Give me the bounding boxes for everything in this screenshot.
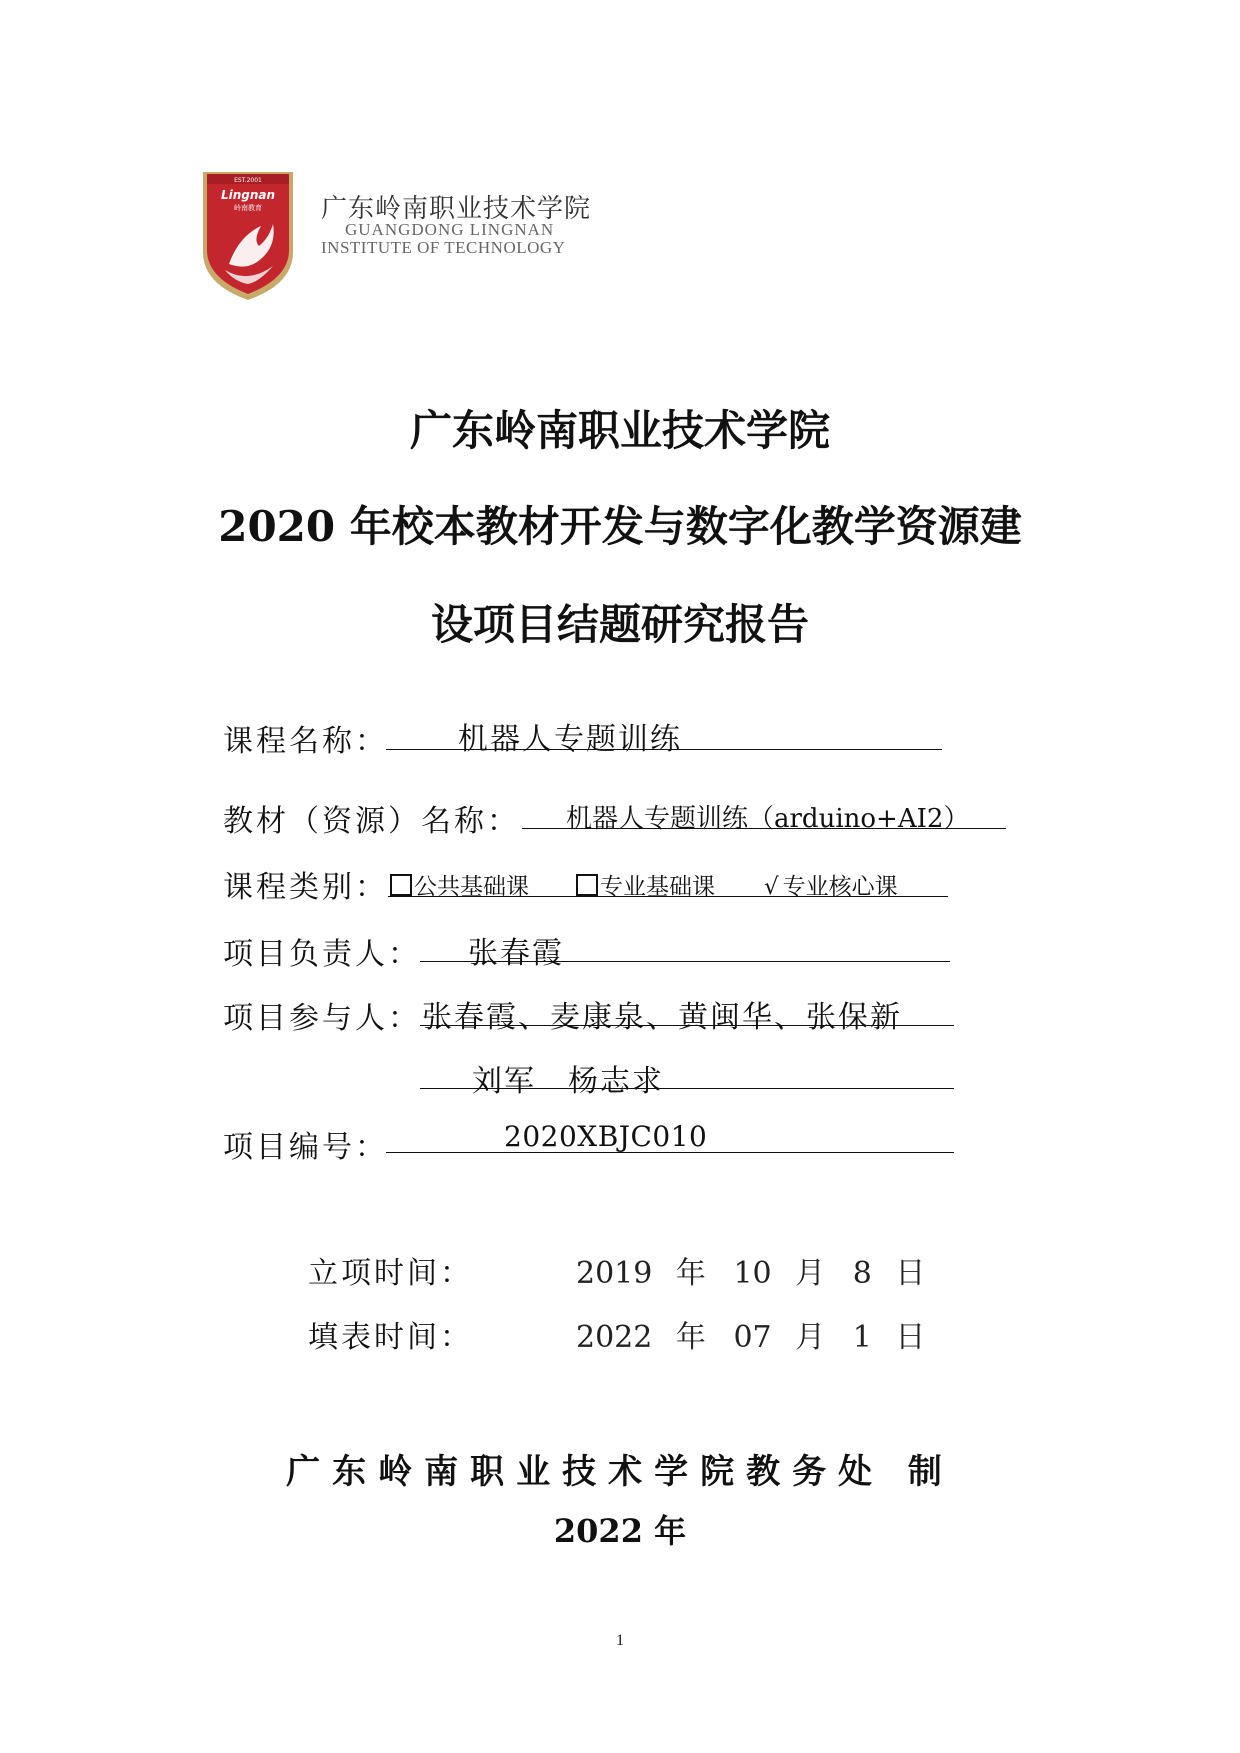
- logo-est-text: EST.2001: [234, 177, 262, 184]
- day-unit: 日: [895, 1256, 926, 1291]
- fill-month: 07: [733, 1320, 772, 1355]
- fill-date-label: 填表时间：: [308, 1320, 473, 1355]
- institute-logo: [199, 166, 599, 306]
- course-category-label: 课程类别：: [223, 870, 388, 905]
- fill-day: 1: [852, 1320, 872, 1355]
- category-option-label: 公共基础课: [414, 874, 529, 900]
- category-option-professional-basic[interactable]: [576, 868, 715, 901]
- shield-emblem-icon: [199, 166, 297, 302]
- start-month: 10: [733, 1256, 772, 1291]
- start-day: 8: [852, 1256, 872, 1291]
- logo-name-en-line1: GUANGDONG LINGNAN: [345, 220, 555, 239]
- logo-brand-text: Lingnan: [220, 188, 276, 202]
- project-participants-label: 项目参与人：: [223, 1001, 421, 1036]
- checkbox-unchecked-icon[interactable]: [390, 874, 412, 896]
- material-name-value: 机器人专题训练（arduino+AI2）: [566, 804, 970, 834]
- project-participants-line1: 张春霞、麦康泉、黄闽华、张保新: [422, 1000, 902, 1035]
- category-option-public[interactable]: [390, 868, 529, 901]
- start-date-label: 立项时间：: [308, 1256, 473, 1291]
- month-unit: 月: [795, 1320, 826, 1355]
- report-title-line1: 广东岭南职业技术学院: [409, 406, 830, 455]
- year-unit: 年: [675, 1320, 706, 1355]
- project-number-label: 项目编号：: [223, 1130, 388, 1165]
- logo-name-en-line2: INSTITUTE OF TECHNOLOGY: [321, 238, 566, 257]
- category-option-label: 专业核心课: [782, 874, 898, 900]
- start-date-value: [576, 1248, 925, 1292]
- year-unit: 年: [675, 1256, 706, 1291]
- checkmark-icon[interactable]: √: [764, 874, 779, 900]
- issuing-year: 2022 年: [553, 1512, 687, 1550]
- category-option-label: 专业基础课: [600, 874, 715, 900]
- logo-name-cn: 广东岭南职业技术学院: [321, 194, 592, 224]
- material-name-label: 教材（资源）名称：: [223, 804, 520, 839]
- checkbox-unchecked-icon[interactable]: [576, 874, 598, 896]
- project-leader-label: 项目负责人：: [223, 937, 421, 972]
- fill-date-value: [576, 1312, 925, 1356]
- page-number: 1: [616, 1632, 624, 1649]
- day-unit: 日: [895, 1320, 926, 1355]
- month-unit: 月: [795, 1256, 826, 1291]
- issuing-office: 广东岭南职业技术学院教务处 制: [286, 1452, 954, 1492]
- report-title-line3: 设项目结题研究报告: [430, 600, 809, 649]
- course-name-value: 机器人专题训练: [458, 722, 682, 757]
- logo-brand-sub-text: 岭南教育: [234, 204, 262, 212]
- category-option-professional-core[interactable]: [764, 868, 898, 901]
- report-title-line2: 2020 年校本教材开发与数字化教学资源建: [218, 502, 1022, 551]
- course-name-label: 课程名称：: [223, 724, 388, 759]
- project-leader-value: 张春霞: [468, 936, 564, 971]
- project-participants-line2: 刘军 杨志求: [472, 1064, 664, 1099]
- fill-year: 2022: [576, 1320, 653, 1355]
- start-year: 2019: [576, 1256, 653, 1291]
- project-number-value: 2020XBJC010: [504, 1120, 708, 1153]
